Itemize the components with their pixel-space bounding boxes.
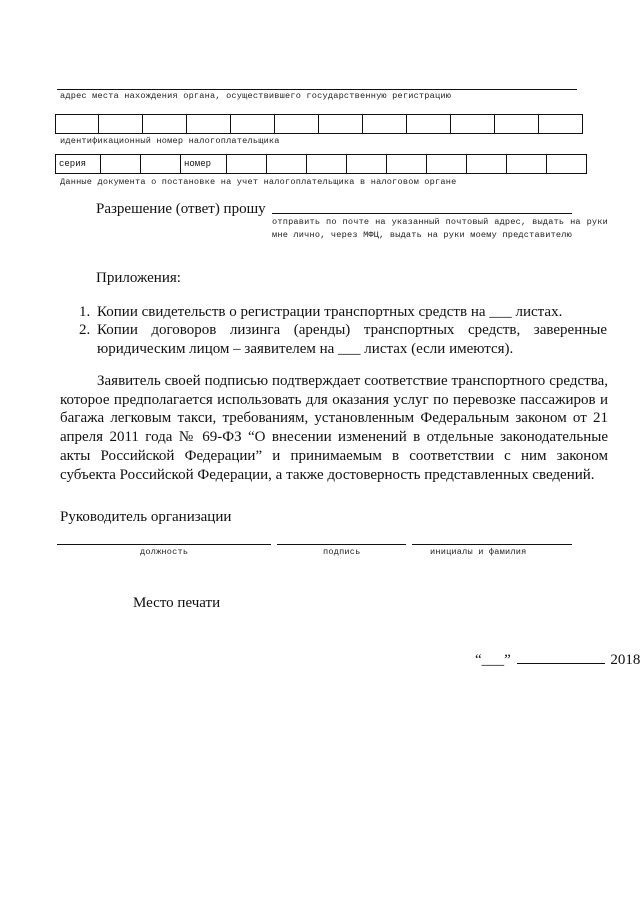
declaration-paragraph: Заявитель своей подписью подтверждает соответствие транспортного средства, которое предполагается использовать для оказания услуг по перевозке пассажиров и багажа легковым такси, требованиям, установленным Федеральным законом от 21 апреля 2011 года № 69-ФЗ “О внесении изменений в отдельные законодательные акты Российской Федерации” и принимаемым в соответствии с ним законом субъекта Российской Федерации, а также достоверность представленных сведений. — [60, 373, 608, 483]
date-day-blank[interactable]: ___ — [481, 652, 505, 668]
date-month-line[interactable] — [517, 651, 605, 664]
inn-cell[interactable] — [318, 114, 363, 134]
inn-cell[interactable] — [538, 114, 583, 134]
number-cell[interactable] — [226, 154, 267, 174]
series-cell[interactable] — [100, 154, 141, 174]
attachment-item-2-text: Копии договоров лизинга (аренды) транспортных средств, заверенные юридическим лицом – заявителем на ___ листах (если имеются). — [97, 322, 607, 357]
attachment-item-1-number: 1. — [79, 304, 91, 320]
position-caption: должность — [140, 547, 189, 557]
number-label: номер — [180, 154, 227, 174]
inn-cell[interactable] — [55, 114, 99, 134]
number-cell[interactable] — [346, 154, 387, 174]
date-open-quote: “ — [475, 652, 482, 668]
date-close-quote: ” — [504, 652, 511, 668]
series-cell[interactable] — [140, 154, 181, 174]
series-label: серия — [55, 154, 101, 174]
attachment-item-2-number: 2. — [79, 322, 91, 338]
registration-address-caption: адрес места нахождения органа, осуществившего государственную регистрацию — [60, 91, 452, 101]
inn-cell[interactable] — [186, 114, 231, 134]
signature-line[interactable] — [277, 544, 406, 545]
date-year: 2018 — [610, 652, 640, 668]
attachment-item-1-text: Копии свидетельств о регистрации транспортных средств на ___ листах. — [97, 304, 563, 320]
inn-cell[interactable] — [494, 114, 539, 134]
attachments-heading: Приложения: — [96, 270, 181, 286]
number-cell[interactable] — [466, 154, 507, 174]
position-line[interactable] — [57, 544, 271, 545]
permission-answer-line[interactable] — [272, 213, 572, 214]
date-line — [475, 651, 640, 670]
number-cell[interactable] — [506, 154, 547, 174]
inn-cell[interactable] — [362, 114, 407, 134]
inn-cell[interactable] — [274, 114, 319, 134]
inn-cell[interactable] — [98, 114, 143, 134]
signature-heading: Руководитель организации — [60, 509, 232, 525]
inn-cells[interactable] — [55, 114, 583, 134]
inn-caption: идентификационный номер налогоплательщика — [60, 136, 280, 146]
permission-label: Разрешение (ответ) прошу — [96, 201, 266, 217]
inn-cell[interactable] — [230, 114, 275, 134]
inn-cell[interactable] — [450, 114, 495, 134]
number-cell[interactable] — [546, 154, 587, 174]
inn-cell[interactable] — [406, 114, 451, 134]
name-caption: инициалы и фамилия — [430, 547, 527, 557]
inn-cell[interactable] — [142, 114, 187, 134]
stamp-label: Место печати — [133, 595, 221, 611]
permission-options: отправить по почте на указанный почтовый адрес, выдать на руки мне лично, через МФЦ, выдать на руки моему представителю — [272, 217, 608, 240]
number-cell[interactable] — [266, 154, 307, 174]
tax-document-caption: Данные документа о постановке на учет налогоплательщика в налоговом органе — [60, 177, 457, 187]
registration-address-line[interactable] — [57, 89, 577, 90]
signature-caption: подпись — [323, 547, 361, 557]
number-cell[interactable] — [426, 154, 467, 174]
number-cell[interactable] — [306, 154, 347, 174]
name-line[interactable] — [412, 544, 572, 545]
tax-document-cells — [55, 154, 587, 174]
number-cell[interactable] — [386, 154, 427, 174]
